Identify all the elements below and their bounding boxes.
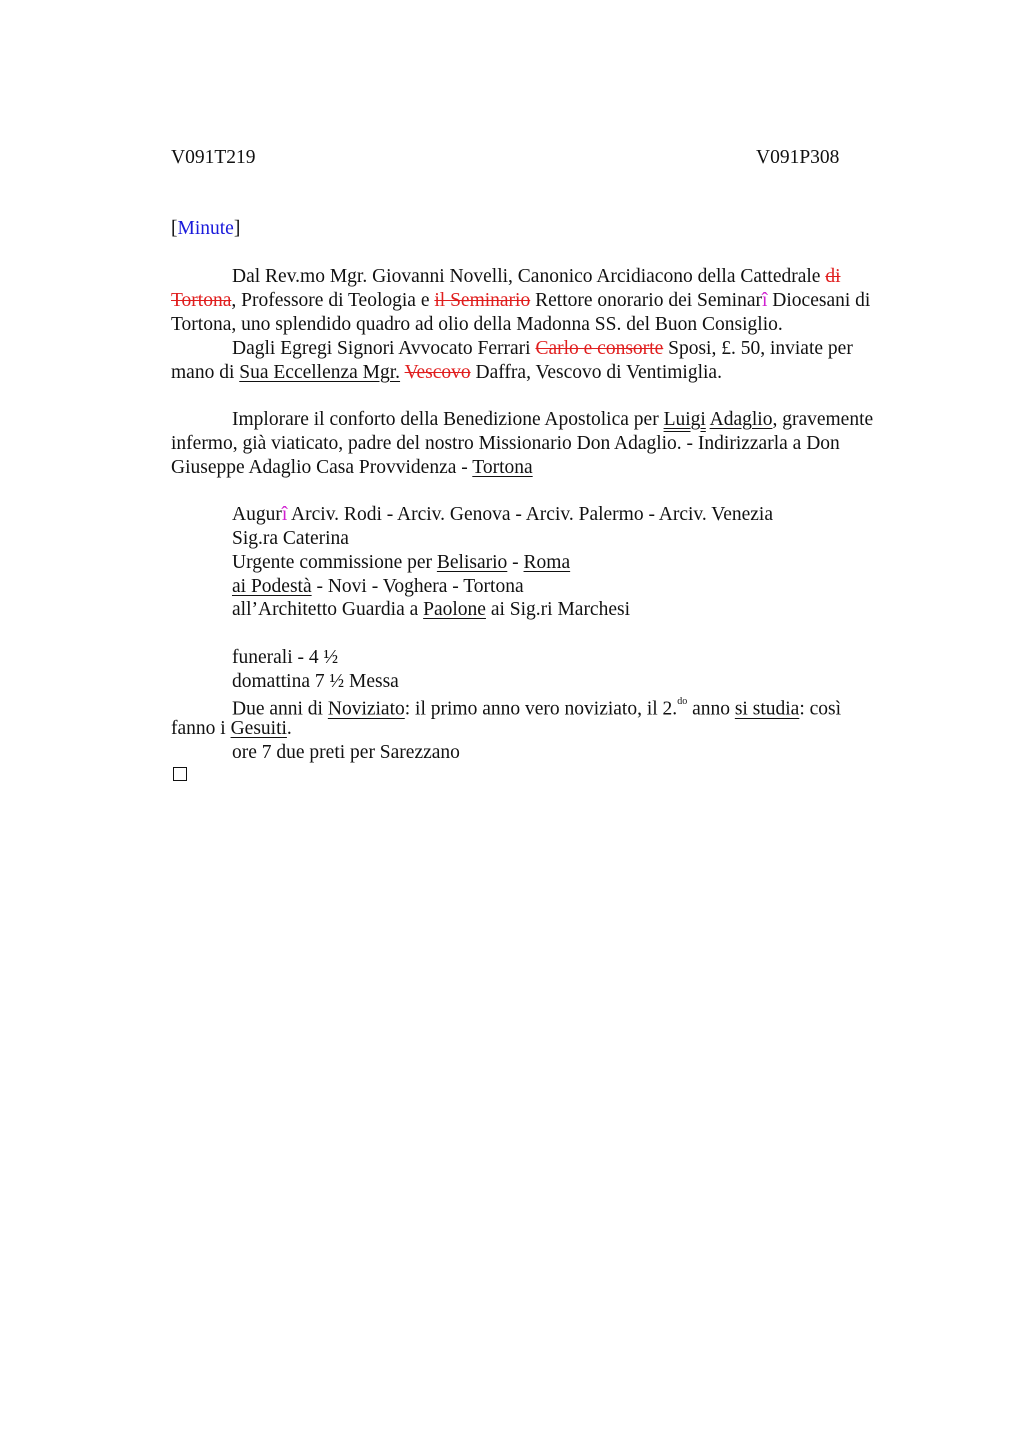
header-right-code: V091P308 [756, 147, 840, 168]
p2-line-1 [232, 408, 873, 432]
p2-text: , gravemente [772, 409, 874, 430]
underlined-text: Roma [523, 552, 571, 573]
p2-text: Implorare il conforto della Benedizione Apostolica per [232, 409, 664, 430]
p1-line-2 [171, 289, 870, 313]
underlined-text: Gesuiti [230, 718, 287, 739]
list1-text: Urgente commissione per [232, 552, 437, 573]
underlined-text: Noviziato [327, 698, 405, 720]
deleted-text: Tortona [171, 290, 232, 311]
p2-line-3 [171, 456, 533, 480]
list2-line-2: domattina 7 ½ Messa [232, 671, 399, 692]
list2-text: anno [687, 698, 735, 720]
underlined-text: Belisario [436, 552, 508, 573]
p1-line-1 [232, 265, 841, 289]
p1-text: mano di [171, 362, 240, 383]
p1-line-5 [171, 361, 722, 385]
list1-text: - Novi - Voghera - Tortona [311, 576, 524, 597]
inserted-mark: î [281, 504, 288, 525]
underlined-text: Tortona [472, 457, 533, 478]
list2-line-1: funerali - 4 ½ [232, 647, 339, 668]
p1-text: Daffra, Vescovo di Ventimiglia. [470, 362, 722, 383]
bracket-open: [ [171, 218, 178, 239]
list1-line-1 [232, 503, 773, 527]
p1-text: , Professore di Teologia e [231, 290, 435, 311]
p1-text: Dagli Egregi Signori Avvocato Ferrari [232, 338, 536, 359]
list1-line-3 [232, 551, 570, 575]
minute-label-text: Minute [177, 218, 234, 239]
deleted-text: di [825, 266, 841, 287]
deleted-text: Carlo e consorte [535, 338, 664, 359]
underlined-text: si studia [734, 698, 800, 720]
list1-text: Augur [232, 504, 282, 525]
list1-text: ai Sig.ri Marchesi [485, 599, 631, 620]
list2-text: fanno i [171, 718, 231, 739]
deleted-text: il Seminario [434, 290, 531, 311]
underlined-text: Paolone [423, 599, 486, 620]
end-square-marker [173, 767, 187, 781]
deleted-text: Vescovo [404, 362, 471, 383]
superscript-text: do [677, 696, 688, 707]
list2-text: : così [799, 698, 842, 720]
list1-line-4 [232, 575, 524, 599]
list2-line-4 [171, 717, 292, 741]
list1-text: all’Architetto Guardia a [232, 599, 424, 620]
list1-line-2: Sig.ra Caterina [232, 528, 349, 549]
underlined-text: ai Podestà [232, 576, 312, 597]
list2-text: . [286, 718, 292, 739]
p1-line-4 [232, 337, 853, 361]
list1-line-5 [232, 598, 630, 622]
bracket-close: ] [233, 218, 241, 239]
list2-text: Due anni di [232, 698, 328, 720]
underlined-text: Sua Eccellenza Mgr. [239, 362, 401, 383]
double-underlined-text: Luigi [663, 409, 706, 430]
p1-text: Sposi, £. 50, inviate per [663, 338, 853, 359]
underlined-text: Adaglio [709, 409, 773, 430]
p1-line-3: Tortona, uno splendido quadro ad olio della Madonna SS. del Buon Consiglio. [171, 314, 783, 335]
list1-text: - [507, 552, 524, 573]
p1-text: Diocesani di [767, 290, 871, 311]
inserted-mark: î [762, 290, 768, 311]
p1-text: Rettore onorario dei Seminar [530, 290, 762, 311]
list2-text: : il primo anno vero noviziato, il 2. [404, 698, 678, 720]
header-left-code: V091T219 [171, 147, 256, 168]
p2-line-2: infermo, già viaticato, padre del nostro Missionario Don Adaglio. - Indirizzarla a Don [171, 433, 840, 454]
list1-text: Arciv. Rodi - Arciv. Genova - Arciv. Palermo - Arciv. Venezia [287, 504, 773, 525]
minute-label [171, 217, 240, 241]
p2-text: Giuseppe Adaglio Casa Provvidenza - [171, 457, 473, 478]
list2-line-3 [232, 693, 842, 720]
p1-text: Dal Rev.mo Mgr. Giovanni Novelli, Canonico Arcidiacono della Cattedrale [232, 266, 826, 287]
list2-line-5: ore 7 due preti per Sarezzano [232, 742, 460, 763]
